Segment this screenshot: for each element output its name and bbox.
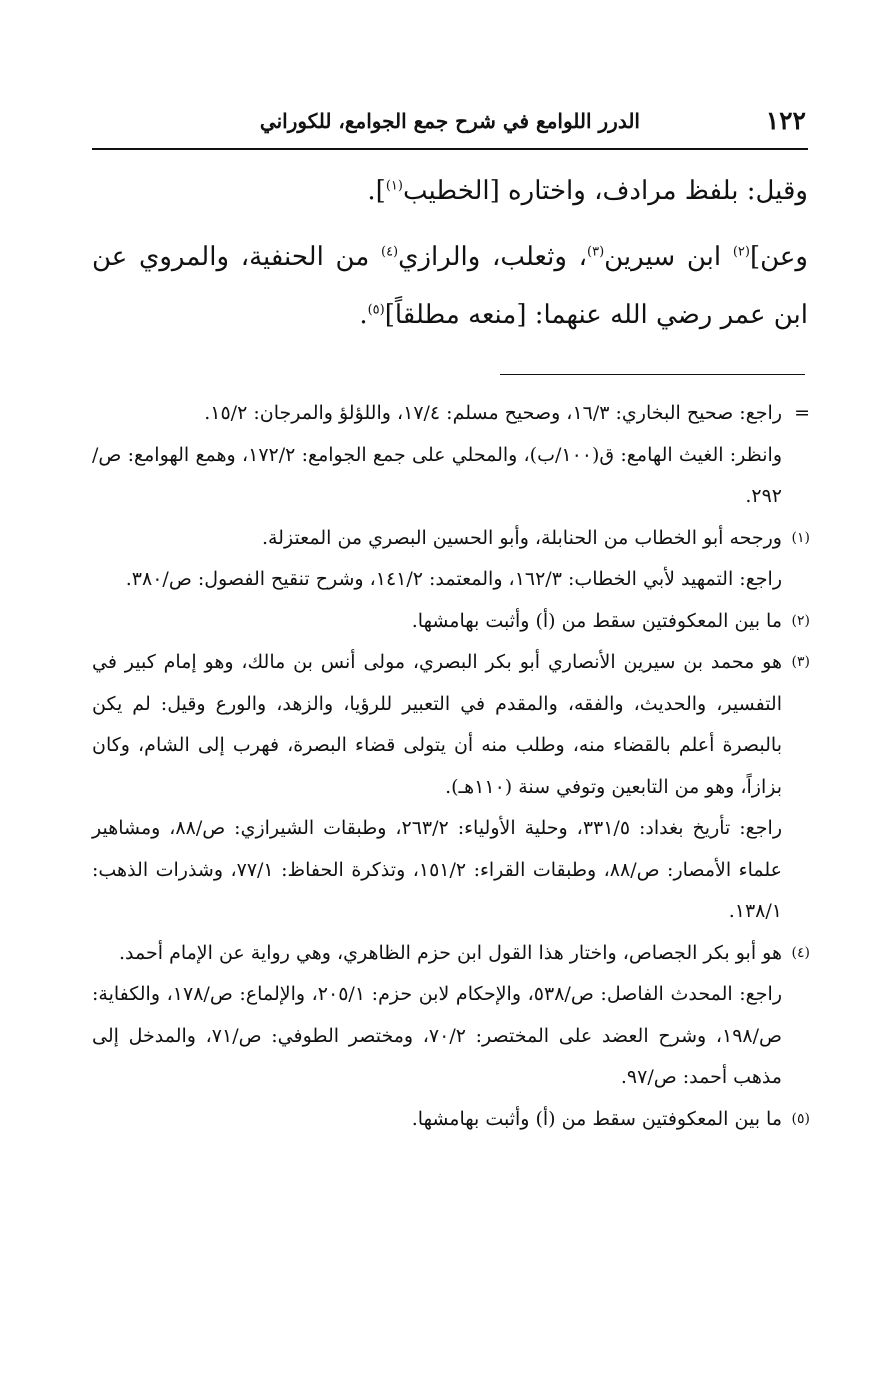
footnote-text: هو محمد بن سيرين الأنصاري أبو بكر البصري، مولى أنس بن مالك، وهو إمام كبير في التفسير، والحديث، والفقه، والمقدم في التعبير للرؤيا، والزهد، والورع وقيل: لم يكن بالبصرة أعلم بالقضاء منه، وطلب منه أن يتولى قضاء البصرة، فهرب إلى الشام، وكان بزازاً، وهو من التابعين وتوفي سنة (١١٠هـ). [92,651,782,798]
footnote-text: هو أبو بكر الجصاص، واختار هذا القول ابن حزم الظاهري، وهي رواية عن الإمام أحمد. [119,941,782,964]
running-title: الدرر اللوامع في شرح جمع الجوامع، للكوراني [259,109,640,133]
footnote-marker: (١) [791,529,810,546]
footnote-continued-marker: = [794,402,810,424]
footnote-continued [92,393,810,518]
main-text-span: وعن] [749,242,808,272]
footnote-text: ما بين المعكوفتين سقط من (أ) وأثبت بهامشها. [411,609,782,632]
footnote-text: ورجحه أبو الخطاب من الحنابلة، وأبو الحسين البصري من المعتزلة. [261,526,782,549]
footnote-continued-line-1: راجع: صحيح البخاري: ١٦/٣، وصحيح مسلم: ١٧/٤، واللؤلؤ والمرجان: ١٥/٢. [204,402,782,424]
footnote-2 [92,601,810,643]
footnote-ref-5[interactable]: (٥) [367,302,385,318]
footnote-4 [92,933,810,1099]
footnote-marker: (٤) [791,944,810,961]
footnote-ref-4[interactable]: (٤) [380,244,399,260]
footnote-reference: راجع: المحدث الفاصل: ص/٥٣٨، والإحكام لابن حزم: ٢٠٥/١، والإلماع: ص/١٧٨، والكفاية: ص/١٩٨، وشرح العضد على المختصر: ٧٠/٢، ومختصر الطوفي: ص/٧١، والمدخل إلى مذهب أحمد: ص/٩٧. [92,983,782,1088]
footnote-reference: راجع: التمهيد لأبي الخطاب: ١٦٢/٣، والمعتمد: ١٤١/٢، وشرح تنقيح الفصول: ص/٣٨٠. [125,568,782,590]
footnote-3 [92,642,810,933]
main-paragraph-2 [92,228,808,344]
footnote-separator [500,374,805,375]
page-header [92,96,808,150]
footnote-ref-1[interactable]: (١) [385,178,403,194]
footnote-marker: (٥) [791,1110,810,1127]
footnote-text: ما بين المعكوفتين سقط من (أ) وأثبت بهامشها. [411,1107,782,1130]
page-number: ١٢٢ [765,106,806,135]
footnote-ref-2[interactable]: (٢) [732,244,750,260]
footnote-ref-3[interactable]: (٣) [587,244,605,260]
footnotes [92,393,810,1140]
footnote-marker: (٣) [791,654,810,670]
footnote-continued-line-2: وانظر: الغيث الهامع: ق(١٠٠/ب)، والمحلي على جمع الجوامع: ١٧٢/٢، وهمع الهوامع: ص/٢٩٢. [92,443,782,507]
main-text-span: ]. [367,176,386,206]
footnote-reference: راجع: تأريخ بغداد: ٣٣١/٥، وحلية الأولياء: ٢٦٣/٢، وطبقات الشيرازي: ص/٨٨، ومشاهير علماء الأمصار: ص/٨٨، وطبقات القراء: ١٥١/٢، وتذكرة الحفاظ: ٧٧/١، وشذرات الذهب: ١٣٨/١. [92,817,782,922]
main-paragraph-1 [92,162,808,220]
main-text-span: . [359,300,368,330]
footnote-5 [92,1099,810,1141]
main-text-span: وقيل: بلفظ مرادف، واختاره [الخطيب [402,176,808,206]
main-text-span: ، وثعلب، والرازي [398,242,587,272]
footnote-1 [92,518,810,601]
main-text-span: من الحنفية، والمروي عن ابن عمر رضي الله عنهما: [منعه مطلقاً] [92,242,808,330]
main-text-span: ابن سيرين [604,242,733,272]
footnote-marker: (٢) [791,612,810,629]
main-text [92,162,808,344]
